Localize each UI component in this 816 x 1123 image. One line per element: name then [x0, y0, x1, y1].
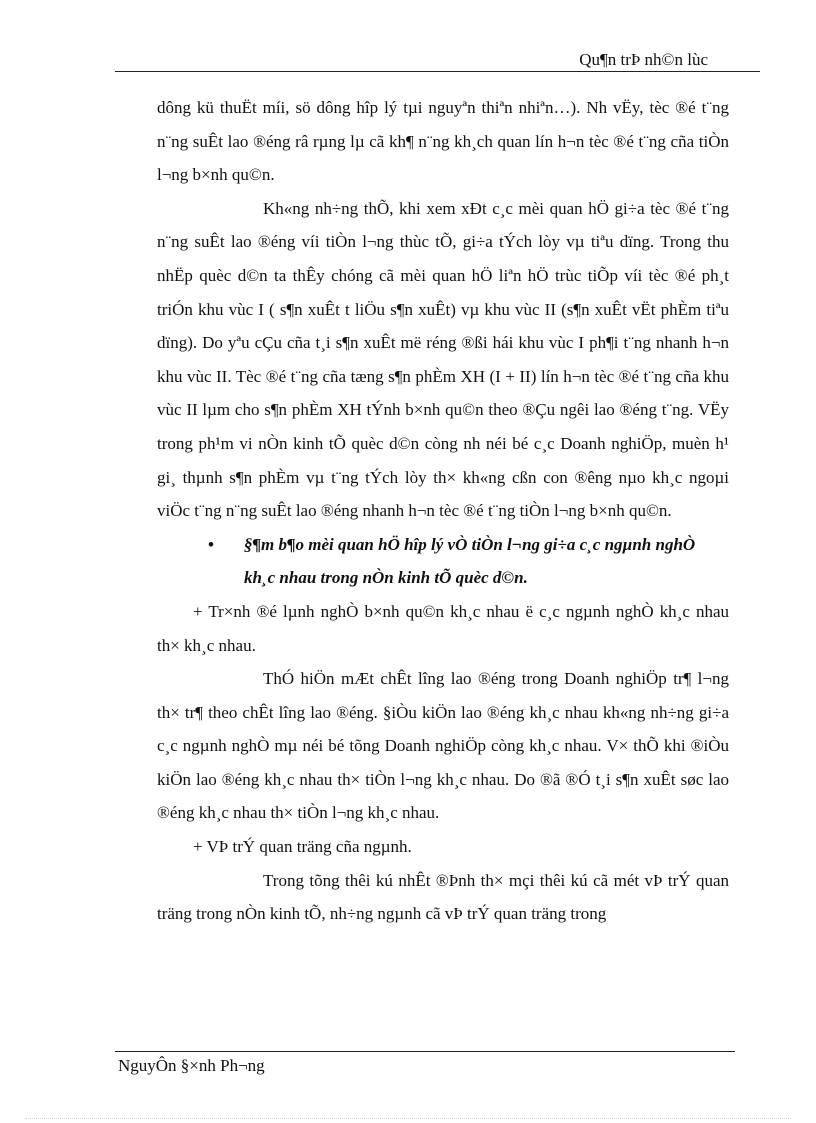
document-body [157, 91, 729, 931]
paragraph-2: Kh«ng nh÷ng thÕ, khi xem xÐt c¸c mèi quan hÖ gi÷a tèc ®é t¨ng n¨ng suÊt lao ®éng víi tiÒn l¬ng thùc tÕ, gi÷a tÝch lòy vµ tiªu dïng. Trong thu nhËp quèc d©n ta thÊy chóng cã mèi quan hÖ liªn hÖ trùc tiÕp víi tèc ®é ph¸t triÓn khu vùc I ( s¶n xuÊt t liÖu s¶n xuÊt) vµ khu vùc II (s¶n xuÊt vËt phÈm tiªu dïng). Do yªu cÇu cña t¸i s¶n xuÊt më réng ®ßi hái khu vùc I ph¶i t¨ng nhanh h¬n khu vùc II. Tèc ®é t¨ng cña tæng s¶n phÈm XH (I + II) lín h¬n tèc ®é t¨ng cña khu vùc II lµm cho s¶n phÈm XH tÝnh b×nh qu©n theo ®Çu ngêi lao ®éng t¨ng. VËy trong ph¹m vi nÒn kinh tÕ quèc d©n còng nh néi bé c¸c Doanh nghiÖp, muèn h¹ gi¸ thµnh s¶n phÈm vµ t¨ng tÝch lòy th× kh«ng cßn con ®êng nµo kh¸c ngoµi viÖc t¨ng n¨ng suÊt lao ®éng nhanh h¬n tèc ®é t¨ng tiÒn l¬ng b×nh qu©n. [157, 198, 729, 521]
bullet-heading-text: §¶m b¶o mèi quan hÖ hîp lý vÒ tiÒn l¬ng gi÷a c¸c ngµnh nghÒ kh¸c nhau trong nÒn kinh tÕ quèc d©n. [244, 534, 696, 588]
page-edge [25, 1118, 791, 1119]
paragraph-6: Trong tõng thêi kú nhÊt ®Þnh th× mçi thêi kú cã mét vÞ trÝ quan träng trong nÒn kinh tÕ, nh÷ng ngµnh cã vÞ trÝ quan träng trong [157, 870, 729, 924]
bullet-icon: • [208, 534, 214, 554]
header-rule [115, 71, 760, 72]
paragraph-4: ThÓ hiÖn mÆt chÊt lîng lao ®éng trong Doanh nghiÖp tr¶ l¬ng th× tr¶ theo chÊt lîng lao ®éng. §iÒu kiÖn lao ®éng kh¸c nhau kh«ng nh÷ng gi÷a c¸c ngµnh nghÒ mµ néi bé tõng Doanh nghiÖp còng kh¸c nhau. V× thÕ khi ®iÒu kiÖn lao ®éng kh¸c nhau th× tiÒn l¬ng kh¸c nhau. Do ®ã ®Ó t¸i s¶n xuÊt søc lao ®éng kh¸c nhau th× tiÒn l¬ng kh¸c nhau. [157, 669, 729, 823]
footer-author: NguyÔn §×nh Ph¬ng [118, 1056, 265, 1075]
paragraph-1: dông kü thuËt míi, sö dông hîp lý tµi nguyªn thiªn nhiªn…). Nh vËy, tèc ®é t¨ng n¨ng suÊt lao ®éng râ rµng lµ cã kh¶ n¨ng kh¸ch quan lín h¬n tèc ®é t¨ng cña tiÒn l¬ng b×nh qu©n. [157, 98, 729, 185]
header-title: Qu¶n trÞ nh©n lùc [579, 50, 708, 69]
paragraph-5: + VÞ trÝ quan träng cña ngµnh. [193, 837, 412, 857]
paragraph-3: + Tr×nh ®é lµnh nghÒ b×nh qu©n kh¸c nhau ë c¸c ngµnh nghÒ kh¸c nhau th× kh¸c nhau. [157, 601, 729, 655]
footer-rule [115, 1051, 735, 1052]
bullet-heading [120, 528, 729, 595]
